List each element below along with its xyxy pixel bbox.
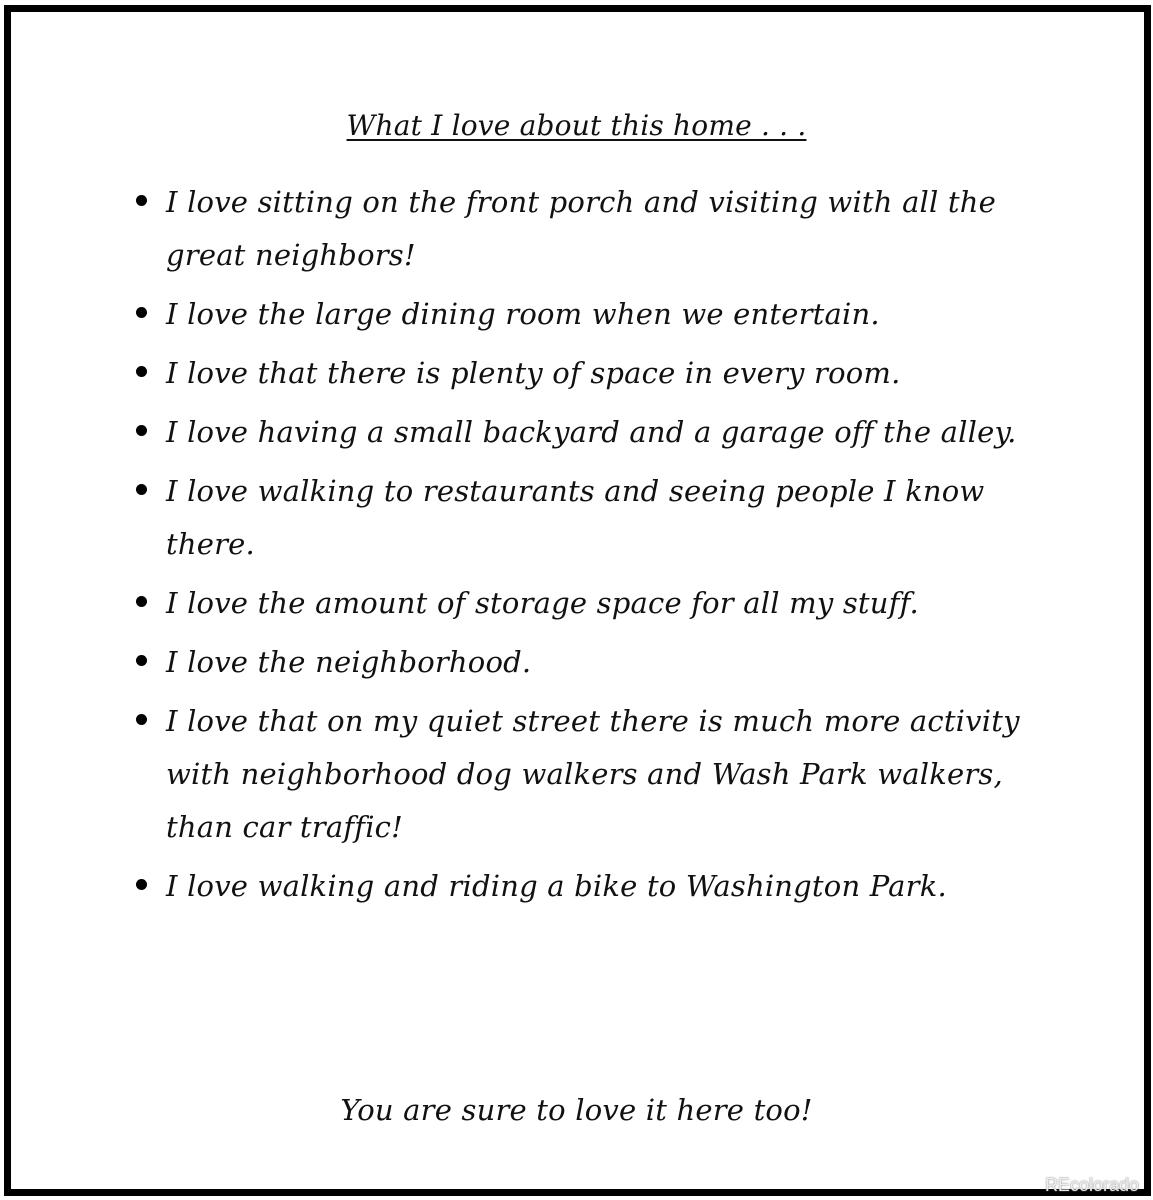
list-item [166, 577, 1066, 630]
list-item [166, 695, 1066, 854]
closing-line: You are sure to love it here too! [340, 1093, 813, 1127]
list-item-text: I love the large dining room when we entertain. [166, 297, 880, 331]
list-item [166, 347, 1066, 400]
document-title: What I love about this home . . . [346, 109, 807, 142]
list-item [166, 636, 1066, 689]
list-item [166, 860, 1066, 913]
bullet-icon [136, 655, 147, 666]
bullet-icon [136, 307, 147, 318]
list-item-text: I love walking and riding a bike to Washington Park. [166, 869, 947, 903]
list-item-text: I love having a small backyard and a garage off the alley. [166, 415, 1017, 449]
list-item-text: I love that on my quiet street there is much more activity with neighborhood dog walkers and Wash Park walkers, than car traffic! [166, 704, 1020, 844]
watermark-logo: REcolorado [1044, 1175, 1139, 1195]
list-item [166, 465, 1066, 571]
list-item [166, 406, 1066, 459]
list-item-text: I love the amount of storage space for all my stuff. [166, 586, 919, 620]
bullet-icon [136, 195, 147, 206]
bullet-icon [136, 425, 147, 436]
list-item-text: I love sitting on the front porch and visiting with all the great neighbors! [166, 185, 997, 272]
bullet-icon [136, 714, 147, 725]
bullet-icon [136, 366, 147, 377]
list-item [166, 176, 1066, 282]
bullet-icon [136, 879, 147, 890]
list-item [166, 288, 1066, 341]
list-item-text: I love that there is plenty of space in every room. [166, 356, 901, 390]
bullet-icon [136, 484, 147, 495]
list-item-text: I love walking to restaurants and seeing people I know there. [166, 474, 985, 561]
bullet-icon [136, 596, 147, 607]
love-list [166, 176, 1066, 919]
list-item-text: I love the neighborhood. [166, 645, 532, 679]
